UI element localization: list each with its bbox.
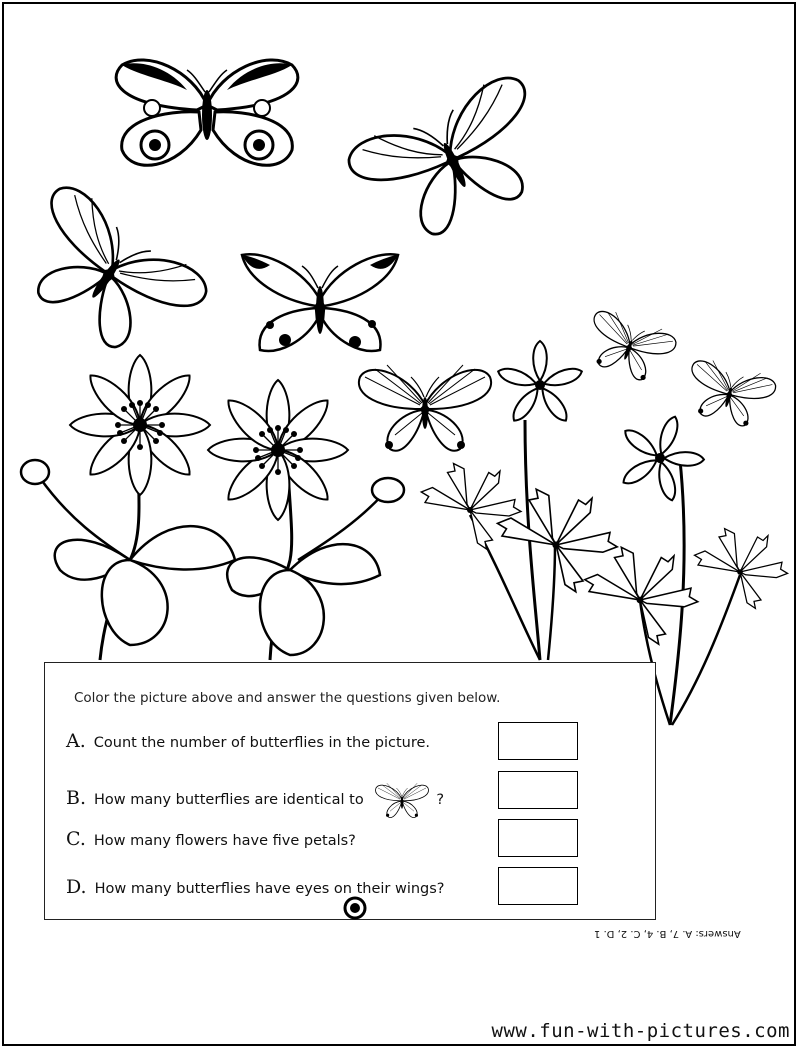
butterfly-glasswing-small-2	[681, 356, 778, 432]
answer-box-c[interactable]	[498, 819, 578, 857]
question-suffix: ?	[436, 792, 445, 808]
butterfly-dark-edge-left	[1, 179, 214, 374]
butterfly-glasswing-small-1	[579, 306, 679, 388]
question-letter: B.	[66, 787, 87, 809]
eye-spot-icon	[342, 896, 368, 920]
flower-group-left	[21, 355, 404, 660]
question-text: How many butterflies have eyes on their wings?	[94, 881, 445, 897]
butterfly-glasswing-center	[359, 365, 491, 451]
butterfly-swallowtail	[242, 254, 398, 351]
question-b	[66, 780, 444, 820]
question-a	[66, 730, 430, 752]
question-text: How many butterflies are identical to	[94, 792, 364, 808]
butterfly-eyed	[116, 60, 298, 165]
butterfly-icon	[370, 780, 434, 820]
question-text: How many flowers have five petals?	[93, 833, 356, 849]
answer-key-upside-down: Answers: A. 7, B. 4, C. 2, D. 1	[594, 928, 741, 939]
question-letter: A.	[66, 730, 86, 752]
question-letter: C.	[66, 828, 86, 850]
answer-box-b[interactable]	[498, 771, 578, 809]
question-d	[66, 876, 445, 898]
butterfly-striped-right	[343, 70, 565, 256]
question-c	[66, 828, 356, 850]
question-text: Count the number of butterflies in the picture.	[93, 735, 431, 751]
question-letter: D.	[66, 876, 87, 898]
answer-box-a[interactable]	[498, 722, 578, 760]
instruction-text: Color the picture above and answer the questions given below.	[74, 690, 501, 706]
website-footer[interactable]: www.fun-with-pictures.com	[491, 1020, 790, 1042]
answer-box-d[interactable]	[498, 867, 578, 905]
